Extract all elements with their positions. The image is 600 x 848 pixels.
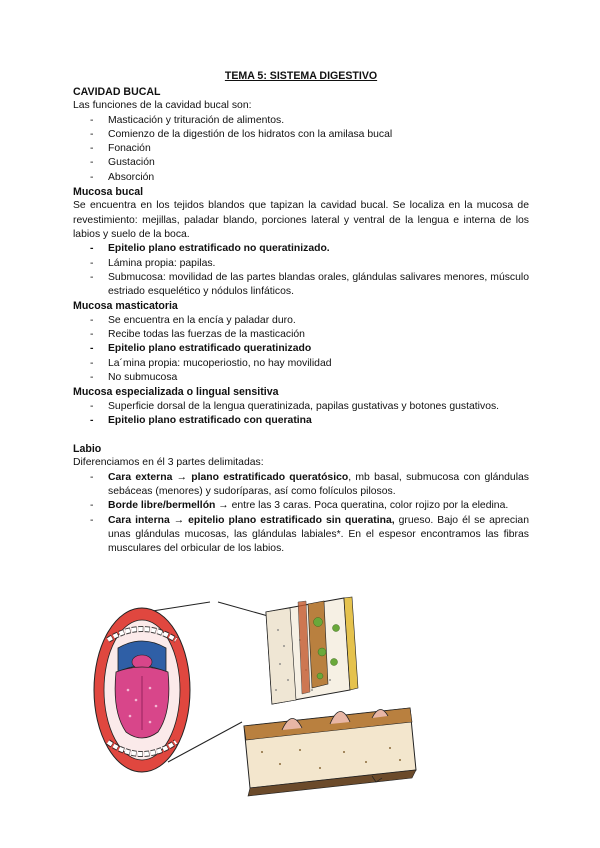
lip-histology-block: [266, 597, 358, 704]
borde-libre-text: → entre las 3 caras. Poca queratina, color rojizo por la eledina.: [215, 500, 509, 512]
list-item: - No submucosa: [73, 371, 529, 385]
borde-libre-label: Borde libre/bermellón: [108, 500, 216, 512]
list-item: - Fonación: [73, 142, 529, 156]
pointer-line: [146, 602, 210, 612]
list-item: - Epitelio plano estratificado con queratina: [73, 414, 529, 428]
heading-mucosa-masticatoria: Mucosa masticatoria: [73, 300, 178, 313]
cavidad-intro: Las funciones de la cavidad bucal son:: [73, 100, 252, 112]
mucosa-bucal-text: Se encuentra en los tejidos blandos que tapizan la cavidad bucal. Se localiza en la mucosa de revestimiento: mejillas, paladar blando, porciones lateral y ventral de la lengua e interna de los labios y suelo de la boca.: [73, 200, 529, 240]
heading-mucosa-especializada: Mucosa especializada o lingual sensitiva: [73, 386, 279, 399]
list-item: - Absorción: [73, 171, 529, 185]
labio-intro: Diferenciamos en él 3 partes delimitadas:: [73, 457, 264, 469]
heading-mucosa-bucal: Mucosa bucal: [73, 186, 144, 199]
list-item: - Recibe todas las fuerzas de la masticación: [73, 328, 529, 342]
heading-cavidad-bucal: CAVIDAD BUCAL: [73, 86, 161, 98]
list-item: - Epitelio plano estratificado queratinizado: [73, 342, 529, 356]
heading-labio: Labio: [73, 443, 102, 456]
open-mouth-drawing: [94, 608, 190, 772]
list-item: - Comienzo de la digestión de los hidratos con la amilasa bucal: [73, 128, 529, 142]
list-item: - Masticación y trituración de alimentos.: [73, 114, 529, 128]
cara-externa-text: , mb basal, submucosa con glándulas sebáceas (menores) y sudoríparas, así como folículos pilosos.: [108, 471, 529, 498]
list-item: - Superficie dorsal de la lengua queratinizada, papilas gustativas y botones gustativos.: [73, 400, 529, 414]
pointer-line: [218, 602, 268, 616]
document-title: TEMA 5: SISTEMA DIGESTIVO: [224, 70, 378, 82]
cara-interna-text: grueso. Bajo él se aprecian unas glándulas mucosas, las glándulas labiales*. En el espesor encontramos las fibras musculares del orbicular de los labios.: [108, 514, 529, 555]
list-item: - Se encuentra en la encía y paladar duro.: [73, 314, 529, 328]
cara-interna-label: Cara interna → epitelio plano estratificado sin queratina,: [108, 514, 395, 526]
list-item: - La´mina propia: mucoperiostio, no hay movilidad: [73, 357, 529, 371]
list-item: - Lámina propia: papilas.: [73, 257, 529, 271]
cara-externa-label: Cara externa → plano estratificado queratósico: [108, 471, 349, 483]
list-item: - Epitelio plano estratificado no queratinizado.: [73, 242, 529, 256]
list-item: - Gustación: [73, 156, 529, 170]
list-item: - Submucosa: movilidad de las partes blandas orales, glándulas salivares menores, músculo estriado esquelético y nódulos linfáticos.: [73, 271, 529, 300]
mucosa-histology-block: [244, 708, 416, 796]
